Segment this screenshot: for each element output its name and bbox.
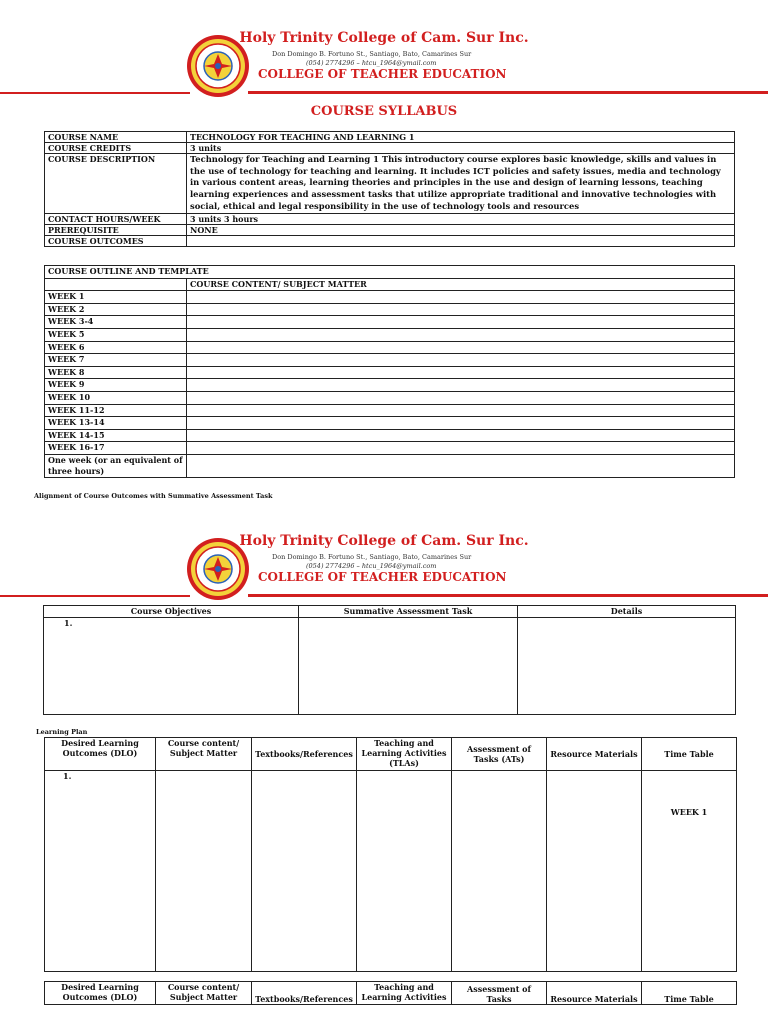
- week-content-cell: [187, 316, 735, 329]
- course-name-label: COURSE NAME: [45, 132, 187, 143]
- contact-hours-label: CONTACT HOURS/WEEK: [45, 213, 187, 224]
- course-outcomes-value: [187, 235, 735, 246]
- contact-hours-value: 3 units 3 hours: [187, 213, 735, 224]
- course-name-value: TECHNOLOGY FOR TEACHING AND LEARNING 1: [187, 132, 735, 143]
- table-row: [45, 291, 735, 304]
- objective-item: 1.: [44, 618, 299, 715]
- blank-cell: [357, 771, 452, 972]
- table-row: [45, 154, 735, 214]
- course-outcomes-label: COURSE OUTCOMES: [45, 235, 187, 246]
- alignment-caption: Alignment of Course Outcomes with Summative Assessment Task: [34, 492, 273, 500]
- table-row: [45, 366, 735, 379]
- table-row: [45, 328, 735, 341]
- week-label: WEEK 10: [45, 391, 187, 404]
- header-rule-right: [248, 91, 768, 94]
- blank-cell: [452, 771, 547, 972]
- week-content-cell: [187, 354, 735, 367]
- course-objectives-header: Course Objectives: [44, 606, 299, 618]
- table-header-row: [44, 606, 736, 618]
- alignment-table: [43, 605, 736, 715]
- table-row: [45, 454, 735, 477]
- table-row: [45, 266, 735, 279]
- ats-header: Assessment of Tasks: [452, 982, 547, 1005]
- week-content-cell: [187, 303, 735, 316]
- header-rule-left: [0, 595, 190, 597]
- table-row: [45, 429, 735, 442]
- table-row: [45, 354, 735, 367]
- table-row: [45, 143, 735, 154]
- dlo-item: 1.: [45, 771, 156, 972]
- content-header: Course content/ Subject Matter: [156, 738, 252, 771]
- school-contact: (054) 2774296 – htcu_1964@ymail.com: [306, 59, 437, 67]
- week-content-cell: [187, 454, 735, 477]
- week-content-cell: [187, 291, 735, 304]
- learning-plan-table: [44, 737, 737, 972]
- dlo-header: Desired Learning Outcomes (DLO): [45, 982, 156, 1005]
- table-row: [45, 132, 735, 143]
- week-label: WEEK 8: [45, 366, 187, 379]
- content-header: Course content/ Subject Matter: [156, 982, 252, 1005]
- table-row: [45, 417, 735, 430]
- week-label: WEEK 16-17: [45, 442, 187, 455]
- table-header-row: [45, 982, 737, 1005]
- table-row: [45, 224, 735, 235]
- blank-cell: [547, 771, 642, 972]
- course-description-value: Technology for Teaching and Learning 1 This introductory course explores basic knowledge, skills and values in the use of technology for teaching and learning. It includes ICT policies and safety issues, media and technology in various content areas, learning theories and principles in the use and design of learning lessons, teaching learning experiences and assessment tasks that utilize appropriate traditional and innovative technologies with social, ethical and legal responsibility in the use of technology tools and resources: [187, 154, 735, 214]
- header-rule-left: [0, 92, 190, 94]
- time-table-value: WEEK 1: [642, 771, 737, 972]
- table-row: [45, 442, 735, 455]
- tlas-header: Teaching and Learning Activities: [357, 982, 452, 1005]
- page-title: COURSE SYLLABUS: [310, 104, 458, 119]
- course-outline-title: COURSE OUTLINE AND TEMPLATE: [45, 266, 735, 279]
- week-content-cell: [187, 404, 735, 417]
- week-label: One week (or an equivalent of three hours): [45, 454, 187, 477]
- table-row: [45, 771, 737, 972]
- week-label: WEEK 11-12: [45, 404, 187, 417]
- table-row: [45, 213, 735, 224]
- course-outline-table: [44, 265, 735, 478]
- learning-plan-caption: Learning Plan: [36, 728, 88, 736]
- week-label: WEEK 1: [45, 291, 187, 304]
- resource-materials-header: Resource Materials: [547, 982, 642, 1005]
- prerequisite-label: PREREQUISITE: [45, 224, 187, 235]
- week-content-cell: [187, 391, 735, 404]
- table-header-row: [45, 738, 737, 771]
- prerequisite-value: NONE: [187, 224, 735, 235]
- school-address: Don Domingo B. Fortuno St., Santiago, Bato, Camarines Sur: [272, 50, 472, 58]
- school-name: Holy Trinity College of Cam. Sur Inc.: [239, 533, 529, 549]
- resource-materials-header: Resource Materials: [547, 738, 642, 771]
- table-row: [45, 278, 735, 291]
- blank-cell: [518, 618, 736, 715]
- week-content-cell: [187, 442, 735, 455]
- table-row: [45, 341, 735, 354]
- week-label: WEEK 13-14: [45, 417, 187, 430]
- school-name: Holy Trinity College of Cam. Sur Inc.: [239, 30, 529, 46]
- school-address: Don Domingo B. Fortuno St., Santiago, Bato, Camarines Sur: [272, 553, 472, 561]
- table-row: [44, 618, 736, 715]
- week-label: WEEK 3-4: [45, 316, 187, 329]
- course-credits-label: COURSE CREDITS: [45, 143, 187, 154]
- blank-cell: [252, 771, 357, 972]
- tlas-header: Teaching and Learning Activities (TLAs): [357, 738, 452, 771]
- week-content-cell: [187, 417, 735, 430]
- week-label: WEEK 6: [45, 341, 187, 354]
- week-label: WEEK 9: [45, 379, 187, 392]
- week-label: WEEK 7: [45, 354, 187, 367]
- details-header: Details: [518, 606, 736, 618]
- summative-assessment-header: Summative Assessment Task: [299, 606, 518, 618]
- college-name: COLLEGE OF TEACHER EDUCATION: [258, 67, 507, 81]
- table-row: [45, 404, 735, 417]
- course-credits-value: 3 units: [187, 143, 735, 154]
- table-row: [45, 316, 735, 329]
- ats-header: Assessment of Tasks (ATs): [452, 738, 547, 771]
- blank-cell: [45, 278, 187, 291]
- week-content-cell: [187, 379, 735, 392]
- table-row: [45, 391, 735, 404]
- college-name: COLLEGE OF TEACHER EDUCATION: [258, 570, 507, 584]
- course-info-table: [44, 131, 735, 247]
- week-content-cell: [187, 328, 735, 341]
- week-label: WEEK 2: [45, 303, 187, 316]
- blank-cell: [156, 771, 252, 972]
- course-content-header: COURSE CONTENT/ SUBJECT MATTER: [187, 278, 735, 291]
- dlo-header: Desired Learning Outcomes (DLO): [45, 738, 156, 771]
- course-description-label: COURSE DESCRIPTION: [45, 154, 187, 214]
- blank-cell: [299, 618, 518, 715]
- week-content-cell: [187, 429, 735, 442]
- time-table-header: Time Table: [642, 982, 737, 1005]
- textbooks-header: Textbooks/References: [252, 982, 357, 1005]
- week-content-cell: [187, 366, 735, 379]
- textbooks-header: Textbooks/References: [252, 738, 357, 771]
- header-rule-right: [248, 594, 768, 597]
- table-row: [45, 303, 735, 316]
- school-contact: (054) 2774296 – htcu_1964@ymail.com: [306, 562, 437, 570]
- table-row: [45, 235, 735, 246]
- table-row: [45, 379, 735, 392]
- week-label: WEEK 14-15: [45, 429, 187, 442]
- week-label: WEEK 5: [45, 328, 187, 341]
- learning-plan-table-2: [44, 981, 737, 1005]
- time-table-header: Time Table: [642, 738, 737, 771]
- week-content-cell: [187, 341, 735, 354]
